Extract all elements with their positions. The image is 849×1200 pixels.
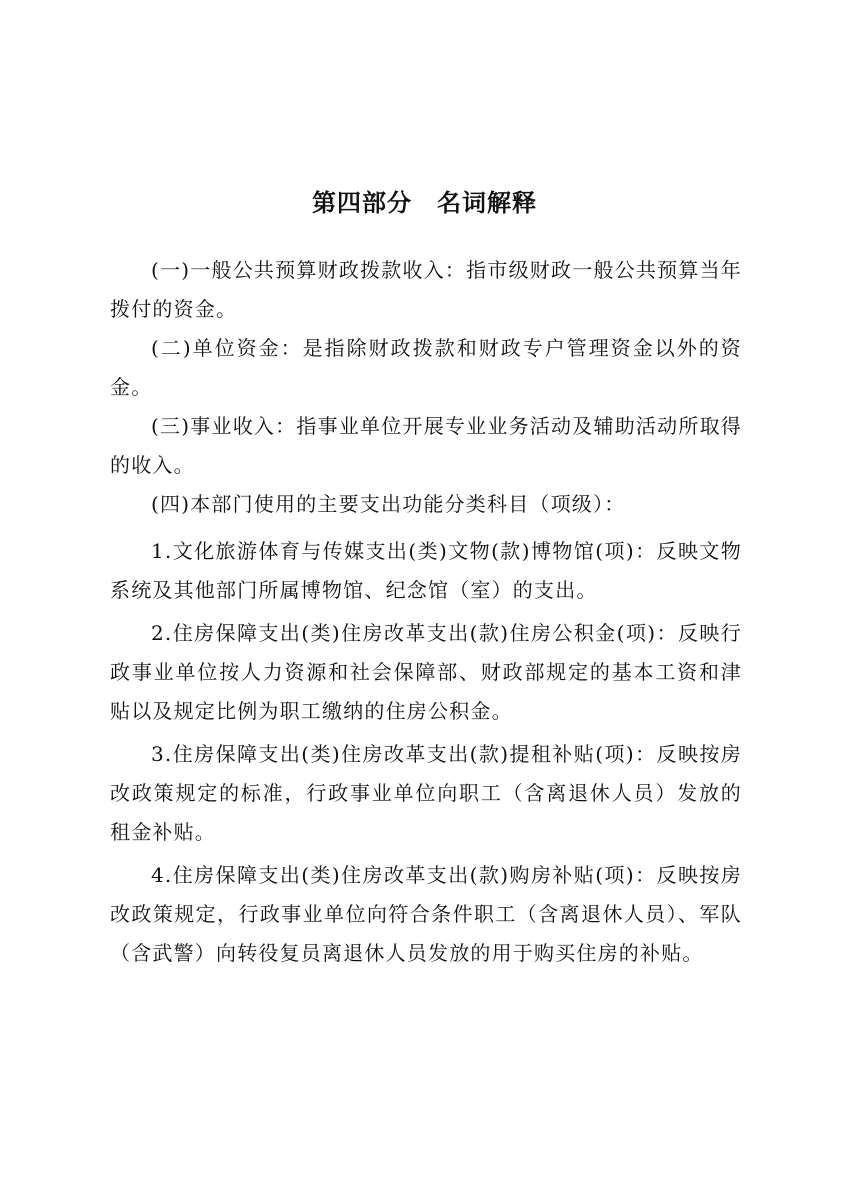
document-body xyxy=(110,251,742,973)
definition-paragraph-2: (二)单位资金：是指除财政拨款和财政专户管理资金以外的资金。 xyxy=(110,336,742,399)
subject-item-2: 2.住房保障支出(类)住房改革支出(款)住房公积金(项)：反映行政事业单位按人力资源和社会保障部、财政部规定的基本工资和津贴以及规定比例为职工缴纳的住房公积金。 xyxy=(110,621,742,723)
subject-item-3: 3.住房保障支出(类)住房改革支出(款)提租补贴(项)：反映按房改政策规定的标准，行政事业单位向职工（含离退休人员）发放的租金补贴。 xyxy=(110,742,742,844)
definition-paragraph-1: (一)一般公共预算财政拨款收入：指市级财政一般公共预算当年拨付的资金。 xyxy=(110,258,742,321)
subject-item-4: 4.住房保障支出(类)住房改革支出(款)购房补贴(项)：反映按房改政策规定，行政事业单位向符合条件职工（含离退休人员）、军队（含武警）向转役复员离退休人员发放的用于购买住房的补贴。 xyxy=(110,863,742,965)
subject-item-1: 1.文化旅游体育与传媒支出(类)文物(款)博物馆(项)：反映文物系统及其他部门所属博物馆、纪念馆（室）的支出。 xyxy=(110,539,742,602)
page-title: 第四部分 名词解释 xyxy=(312,189,537,217)
definition-paragraph-3: (三)事业收入：指事业单位开展专业业务活动及辅助活动所取得的收入。 xyxy=(110,414,742,477)
definition-paragraph-4: (四)本部门使用的主要支出功能分类科目（项级）： xyxy=(151,492,626,516)
